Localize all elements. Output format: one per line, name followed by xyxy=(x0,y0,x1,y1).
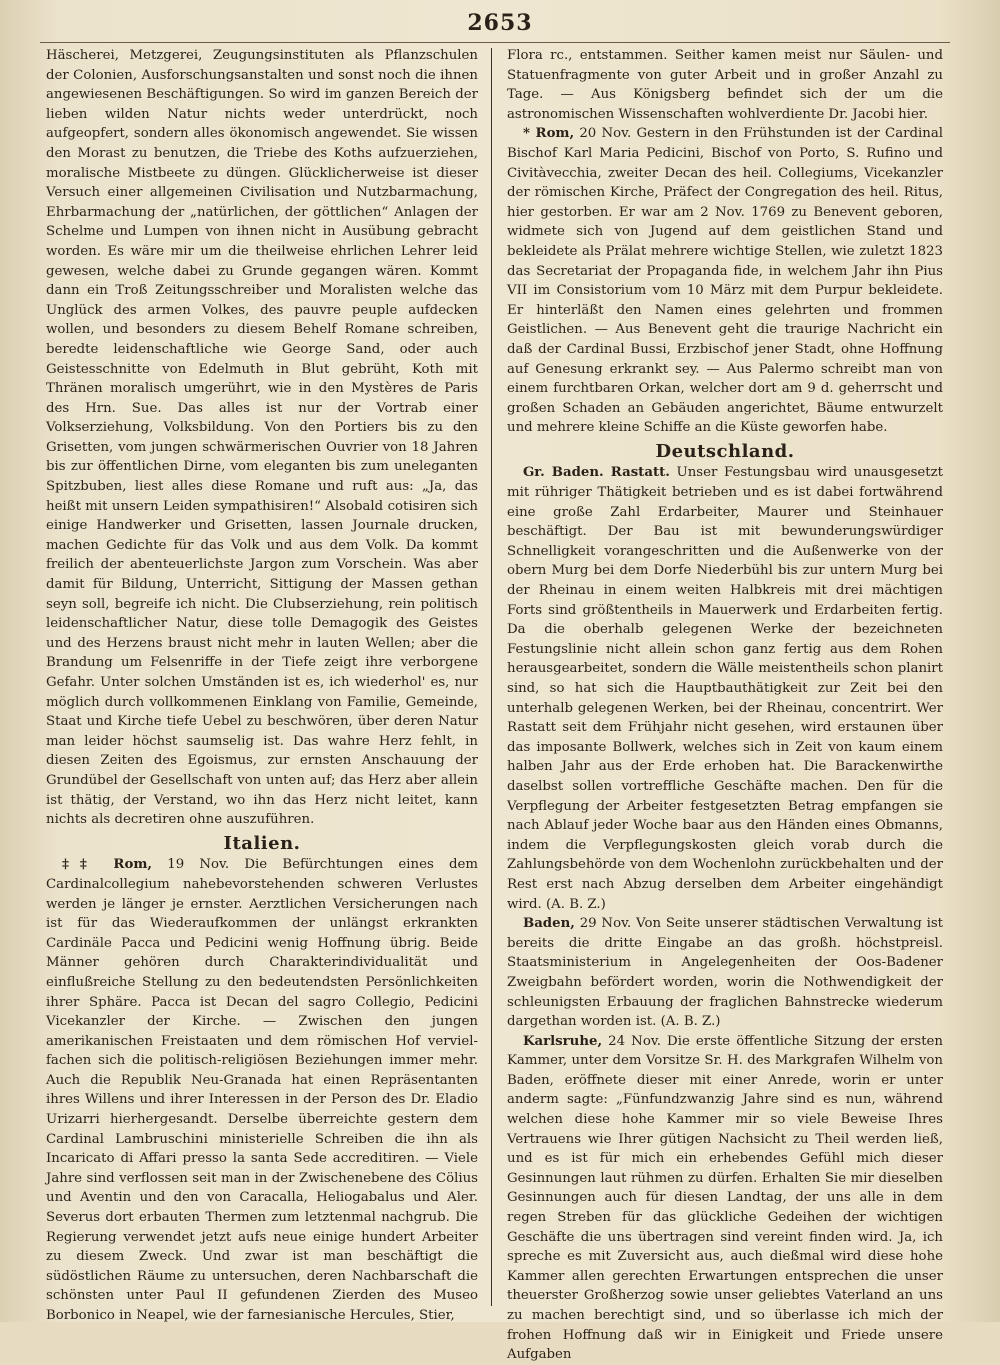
article-continuation: Häscherei, Metzgerei, Zeugungsinstituten als Pflanzschulen der Colonien, Ausforschungsanstalten und sonst noch die ihnen angewiesenen Beschäftigungen. So wird im ganzen Bereich der lieben wilden Natur nichts weder unterdrückt, noch aufgeopfert, sondern alles ökonomisch angewendet. Sie wissen den Morast zu benutzen, die Triebe des Koths aufzuerziehen, moralische Mistbeete zu düngen. Glücklicherweise ist dieser Versuch einer allgemeinen Civilisation und Nutzbarmachung, Ehrbarmachung der „natürlichen, der göttlichen“ Anlagen der Schelme und Lumpen von ihnen nicht in Ausübung gebracht worden. Es wäre mir um die theilweise ehrlichen Lehrer leid gewesen, welche dabei zu Grunde gegangen wären. Kommt dann ein Troß Zeitungsschreiber und Moralisten welche das Unglück des armen Volkes, des pauvre peuple aufdecken wollen, und besonders zu diesem Behelf Romane schreiben, beredte leidenschaftliche wie George Sand, oder auch Geistesschnitte von Edelmuth in Blut gebrüht, Koth mit Thränen moralisch umgerührt, wie in den Mystères de Paris des Hrn. Sue. Das alles ist nur der Vortrab einer Volkserziehung, Volksbildung. Von den Portiers bis zu den Grisetten, vom jungen schwärmerischen Ouvrier von 18 Jahren bis zur öffentlichen Dirne, vom eleganten bis zum uneleganten Spitzbuben, liest alles diese Romane und ruft aus: „Ja, das heißt mit unsern Leiden sympathisiren!“ Alsobald cotisiren sich einige Handwerker und Grisetten, lassen Journale drucken, machen Gedichte für das Volk und aus dem Volk. Da kommt freilich der abenteuerlichste Jargon zum Vorschein. Was aber damit für Bildung, Unterricht, Sittigung der Massen gethan seyn soll, begreife ich nicht. Die Clubserziehung, rein politisch leidenschaftlicher Natur, diese tolle Demagogik des Geistes und des Herzens braust nicht mehr in lauten Wellen; aber die Brandung um Felsenriffe in der Tiefe zeigt ihre verborgene Gefahr. Unter solchen Umständen ist es, ich wiederhol' es, nur möglich durch vollkommenen Einklang von Familie, Gemeinde, Staat und Kirche tiefe Uebel zu beschwören, über deren Natur man leider höchst saumselig ist. Das wahre Herz fehlt, in diesen Zeiten des Egoismus, zur ernsten Anschauung der Grundübel der Gesellschaft von unten auf; das Herz aber allein ist thätig, der Verstand, wo ihn das Herz nicht leitet, kann nichts als decretiren ohne auszuführen. xyxy=(46,48,478,828)
header-rule xyxy=(40,42,950,43)
article-rastatt xyxy=(507,463,943,914)
article-rome-19nov xyxy=(46,855,478,1325)
article-rome-20nov xyxy=(507,124,943,438)
right-column xyxy=(507,46,943,1363)
page-number: 2653 xyxy=(467,10,533,36)
dateline-rome: ‡‡ Rom, xyxy=(61,857,153,873)
article-text: 24 Nov. Die erste öffentliche Sitzung der ersten Kammer, unter dem Vorsitze Sr. H. des Markgrafen Wilhelm von Baden, eröffnete dieser mit einer Anrede, worin er unter anderm sagte: „Fünfundzwanzig Jahre sind es nun, während welchen diese hohe Kammer mir so viele Beweise Ihres Vertrauens wie Ihrer gütigen Nachsicht zu Theil werden ließ, und es ist für mich ein erhebendes Gefühl mich dieser Gesinnungen laut rühmen zu dürfen. Erhalten Sie mir dieselben Gesinnungen auch für diesen Landtag, der uns alle in dem regen Streben für das glückliche Gedeihen der wichtigen Geschäfte die uns übertragen sind vereint finden wird. Ja, ich spreche es mit Zuversicht aus, auch dießmal wird diese hohe Kammer allen gerechten Erwartungen entsprechen die unser theuerster Großherzog sowie unser geliebtes Vaterland an uns zu machen berechtigt sind, und so überlasse ich mich der frohen Hoffnung daß wir in Einigkeit und Friede unsere Aufgaben xyxy=(507,1033,943,1363)
article-continuation-right: Flora rc., entstammen. Seither kamen meist nur Säulen- und Statuenfragmente von guter Arbeit und in großer Anzahl zu Tage. — Aus Königsberg befindet sich der um die astronomischen Wissenschaften wohlverdiente Dr. Jacobi hier. xyxy=(507,48,943,122)
article-text: 19 Nov. Die Befürchtungen eines dem Cardinalcollegium nahebevorstehenden schweren Verlustes werden je länger je ernster. Aerztlichen Versicherungen nach ist für das Wiederaufkommen der unlängst erkrankten Cardinäle Pacca und Pedicini wenig Hoffnung übrig. Beide Männer gehören durch Charakterindividualität und einflußreiche Stellung zu den bedeutendsten Persönlichkeiten ihrer Sphäre. Pacca ist Decan del sagro Collegio, Pedicini Vicekanzler der Kirche. — Zwischen den jungen amerikanischen Freistaaten und dem römischen Hof vervielfachen sich die politisch-religiösen Beziehungen immer mehr. Auch die Republik Neu-Granada hat einen Repräsentanten ihres Willens und ihrer Interessen in der Person des Dr. Eladio Urizarri hierhergesandt. Derselbe überreichte gestern dem Cardinal Lambruschini ministerielle Schreiben die ihn als Incaricato di Affari presso la santa Sede accreditiren. — Viele Jahre sind verflossen seit man in der Zwischenebene des Cölius und Aventin und den von Caracalla, Heliogabalus und Aler. Severus dort erbauten Thermen zum letztenmal nachgrub. Die Regierung verwendet jetzt aufs neue einige hundert Arbeiter zu diesem Zweck. Und zwar ist man beschäftigt die südöstlichen Räume zu untersuchen, deren Nachbarschaft die schönsten unter Paul II gefundenen Zierden des Museo Borbonico in Neapel, wie der farnesianische Hercules, Stier, xyxy=(46,857,479,1323)
dateline-rastatt: Gr. Baden. Rastatt. xyxy=(522,465,670,481)
dateline-karlsruhe: Karlsruhe, xyxy=(522,1033,603,1049)
dateline-baden: Baden, xyxy=(522,916,575,932)
article-text: Unser Festungsbau wird unausgesetzt mit rühriger Thätigkeit betrieben und es ist dabei fortwährend eine große Zahl Erdarbeiter, Maurer und Steinhauer beschäftigt. Der Bau ist mit bewunderungswürdiger Schnelligkeit vorangeschritten und die Außenwerke von der obern Murg bei dem Dorfe Niederbühl bis zur untern Murg bei der Rheinau in einem weiten Halbkreis mit drei mächtigen Forts sind größtentheils in Mauerwerk und Erdarbeiten fertig. Da die oberhalb gelegenen Werke der bezeichneten Festungslinie nicht allein schon ganz fertig aus dem Rohen herausgearbeitet, sondern die Wälle meistentheils schon planirt sind, so hat sich die Hauptbauthätigkeit zur Zeit bei den unterhalb gelegenen Werken, bei der Rheinau, concentrirt. Wer Rastatt seit dem Frühjahr nicht gesehen, wird erstaunen über das imposante Bollwerk, welches sich in Zeit von kaum einem halben Jahr aus der Erde erhoben hat. Die Barackenwirthe daselbst sollen vortreffliche Geschäfte machen. Den für die Verpflegung der Arbeiter festgesetzten Betrag empfangen sie nach Ablauf jeder Woche baar aus den Händen eines Obmanns, indem die Verpflegungskosten gleich vorab durch die Zahlungsbehörde von dem Wochenlohn zurückbehalten und der Rest erst nach Abzug derselben dem Arbeiter eingehändigt wird. (A. B. Z.) xyxy=(507,465,943,912)
column-divider xyxy=(491,48,492,1306)
section-heading-deutschland: Deutschland. xyxy=(655,440,795,462)
article-karlsruhe xyxy=(507,1032,943,1365)
section-heading-italien: Italien. xyxy=(223,832,301,854)
article-text: 20 Nov. Gestern in den Frühstunden ist der Cardinal Bischof Karl Maria Pedicini, Bischof von Porto, S. Rufino und Civitàvecchia, zweiter Decan des heil. Collegiums, Vicekanzler der römischen Kirche, Präfect der Congregation des heil. Ritus, hier gestorben. Er war am 2 Nov. 1769 zu Benevent geboren, widmete sich von Jugend auf dem geistlichen Stand und bekleidete als Prälat mehrere wichtige Stellen, wie zuletzt 1823 das Secretariat der Propaganda fide, in welchem Jahr ihn Pius VII im Consistorium vom 10 März mit dem Purpur bekleidete. Er hinterläßt den Namen eines gelehrten und frommen Geistlichen. — Aus Benevent geht die traurige Nachricht ein daß der Cardinal Bussi, Erzbischof jener Stadt, ohne Hoffnung auf Genesung erkrankt sey. — Aus Palermo schreibt man von einem furchtbaren Orkan, welcher dort am 9 d. geherrscht und großen Schaden an Gebäuden angerichtet, Bäume entwurzelt und mehrere kleine Schiffe an die Küste geworfen habe. xyxy=(507,126,943,436)
article-baden xyxy=(507,914,943,1032)
left-column xyxy=(46,46,479,1323)
dateline-rome-2: * Rom, xyxy=(522,126,575,142)
article-text: 29 Nov. Von Seite unserer städtischen Verwaltung ist bereits die dritte Eingabe an das großh. höchstpreisl. Staatsministerium in Angelegenheiten der Oos-Badener Zweigbahn befördert worden, worin die Nothwendigkeit der schleunigsten Erbauung der fraglichen Bahnstrecke wiederum dargethan worden ist. (A. B. Z.) xyxy=(507,916,943,1030)
